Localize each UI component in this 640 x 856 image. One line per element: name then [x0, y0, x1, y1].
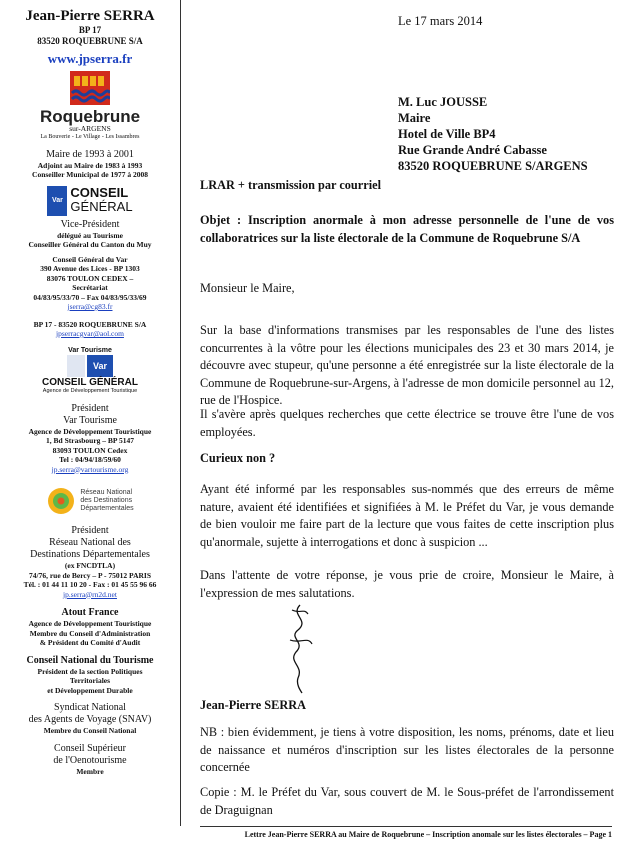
cg-address-1: Conseil Général du Var: [52, 254, 128, 264]
recipient-line: Maire: [398, 111, 431, 125]
bp-email-link[interactable]: jpserracgvar@aol.com: [56, 329, 124, 338]
vt-email-link[interactable]: jp.serra@vartourisme.org: [51, 464, 129, 474]
rn-logo-line-1: Réseau National: [80, 489, 133, 496]
vt-address-1: 1, Bd Strasbourg – BP 5147: [46, 436, 134, 445]
recipient-address: [398, 94, 588, 174]
rn-address: 74/76, rue de Bercy – P - 75012 PARIS: [28, 570, 151, 580]
rn-ex: (ex FNCDTLA): [64, 561, 116, 570]
vt-agency: Agence de Développement Touristique: [28, 426, 152, 436]
vt-logo-top: Var Tourisme: [68, 346, 112, 354]
paragraph-4: Ayant été informé par les responsables sus-nommés que des erreurs de même nature, avaient été identifiées et signifiées à M. le Préfet du Var, je vous demande de bien vouloir me faire part de la lecture que vous faites de cette inscription plus qu'anormale, sujette à interrogations et donc à suspicion ...: [200, 482, 614, 549]
recipient-line: M. Luc JOUSSE: [398, 95, 488, 109]
cnt-line-2: Territoriales: [69, 676, 111, 685]
rn-name-2: Destinations Départementales: [30, 549, 150, 560]
footer-divider: [200, 826, 612, 827]
vp-delegation: délégué au Tourisme: [57, 230, 123, 240]
af-title: Atout France: [61, 607, 119, 618]
cg-address-2: 390 Avenue des Lices - BP 1303: [40, 264, 140, 273]
cg-address-5: 04/83/95/33/70 – Fax 04/83/95/33/69: [33, 292, 147, 302]
cg-address-3: 83076 TOULON CEDEX –: [46, 273, 134, 283]
recipient-line: Rue Grande André Cabasse: [398, 143, 547, 157]
paragraph-5: Dans l'attente de votre réponse, je vous prie de croire, Monsieur le Maire, à l'expression de mes salutations.: [200, 568, 614, 600]
councillor-line: Conseiller Municipal de 1977 à 2008: [32, 170, 148, 179]
cso-title-2: de l'Oenotourisme: [53, 754, 127, 766]
var-tourisme-logo: [0, 347, 180, 394]
vt-var-badge-icon: Var: [87, 355, 113, 377]
salutation: Monsieur le Maire,: [200, 281, 295, 295]
vt-image-icon: [67, 355, 85, 377]
recipient-line: Hotel de Ville BP4: [398, 127, 496, 141]
var-badge-icon: Var: [47, 186, 67, 216]
af-line-3: & Président du Comité d'Audit: [39, 638, 141, 647]
website-link[interactable]: www.jpserra.fr: [47, 51, 133, 66]
vt-name: Var Tourisme: [63, 414, 117, 426]
paragraph-1: Sur la base d'informations transmises par les responsables de l'une des listes concurrentes à la vôtre pour les élections municipales des 23 et 30 mars 2014, je découvre avec stupeur, qu'une personne a été enregistrée sur la liste électorale de la Commune de Roquebrune-sur-Argens, à l'adresse de mon domicile personnel au 12, rue de l'Hospice.: [200, 323, 614, 407]
vt-tel: Tel : 04/94/18/59/60: [59, 455, 121, 464]
vt-logo-cg: CONSEIL GÉNÉRAL: [42, 376, 138, 388]
letter-date: Le 17 mars 2014: [398, 14, 483, 28]
vp-title: Vice-Président: [60, 218, 120, 230]
paragraph-3: Curieux non ?: [200, 451, 276, 465]
roquebrune-logo-icon: [70, 71, 110, 105]
cnt-line-1: Président de la section Politiques: [37, 666, 143, 676]
cg-email-link[interactable]: jserra@cg83.fr: [67, 302, 113, 311]
vt-address-2: 83093 TOULON Cedex: [52, 445, 128, 455]
cnt-line-3: et Développement Durable: [47, 685, 133, 695]
lrar-line: LRAR + transmission par courriel: [200, 178, 381, 192]
snav-title-1: Syndicat National: [54, 702, 126, 713]
letter-subject: Objet : Inscription anormale à mon adresse personnelle de l'une de vos collaboratrices sur la liste électorale de la Commune de Roquebrune S/A: [200, 213, 614, 245]
cso-line-1: Membre: [76, 766, 104, 776]
signature-name: Jean-Pierre SERRA: [200, 698, 306, 712]
rn-email-link[interactable]: jp.serra@rn2d.net: [63, 589, 117, 599]
vt-president: Président: [71, 402, 109, 414]
rn2d-logo-icon: [46, 486, 76, 516]
rn-name-1: Réseau National des: [49, 537, 131, 548]
cg-address-4: Secrétariat: [72, 283, 108, 292]
copy-note: Copie : M. le Préfet du Var, sous couvert de M. le Sous-préfet de l'arrondissement de Draguignan: [200, 785, 614, 817]
sender-name: Jean-Pierre SERRA: [25, 8, 155, 24]
recipient-line: 83520 ROQUEBRUNE S/ARGENS: [398, 159, 588, 173]
cso-title-1: Conseil Supérieur: [54, 742, 126, 754]
conseil-general-logo: [0, 186, 180, 216]
sender-city: 83520 ROQUEBRUNE S/A: [37, 36, 143, 46]
page-footer: Lettre Jean-Pierre SERRA au Maire de Roquebrune – Inscription anomale sur les listes électorales – Page 1: [244, 830, 612, 839]
sender-bp: BP 17: [78, 25, 102, 35]
snav-title-2: des Agents de Voyage (SNAV): [28, 714, 152, 725]
reseau-national-logo: [0, 486, 180, 516]
cg-logo-text-1: CONSEIL: [70, 184, 129, 200]
rn-president: Président: [71, 525, 109, 536]
signature-scribble-icon: [270, 600, 330, 695]
nb-note: NB : bien évidemment, je tiens à votre disposition, les noms, prénoms, date et lieu de naissance et numéros d'inscription sur les listes électorales de la personne concernée: [200, 725, 614, 774]
cg-logo-text-2: GÉNÉRAL: [70, 198, 133, 214]
roquebrune-logo-sub: sur-ARGENS: [69, 124, 111, 133]
af-line-2: Membre du Conseil d'Administration: [29, 628, 151, 638]
snav-line-1: Membre du Conseil National: [43, 726, 137, 735]
vp-canton: Conseiller Général du Canton du Muy: [28, 240, 152, 249]
mayor-line: Maire de 1993 à 2001: [46, 148, 134, 160]
cnt-title: Conseil National du Tourisme: [26, 654, 154, 666]
vt-logo-sub: Agence de Développement Touristique: [42, 387, 138, 394]
af-line-1: Agence de Développement Touristique: [28, 619, 152, 628]
rn-tel: Tél. : 01 44 11 10 20 - Fax : 01 45 55 96 66: [23, 580, 157, 589]
rn-logo-line-3: Départementales: [80, 505, 134, 512]
bp-line: BP 17 - 83520 ROQUEBRUNE S/A: [33, 319, 147, 329]
rn-logo-line-2: des Destinations: [80, 497, 133, 504]
roquebrune-logo-tagline: La Bouverie - Le Village - Les Issambres: [40, 133, 140, 140]
deputy-line: Adjoint au Maire de 1983 à 1993: [37, 160, 143, 170]
paragraph-2: Il s'avère après quelques recherches que cette électrice se trouve être l'une de vos employées.: [200, 407, 614, 439]
sidebar: [0, 0, 181, 826]
roquebrune-logo-text: Roquebrune: [39, 107, 141, 126]
